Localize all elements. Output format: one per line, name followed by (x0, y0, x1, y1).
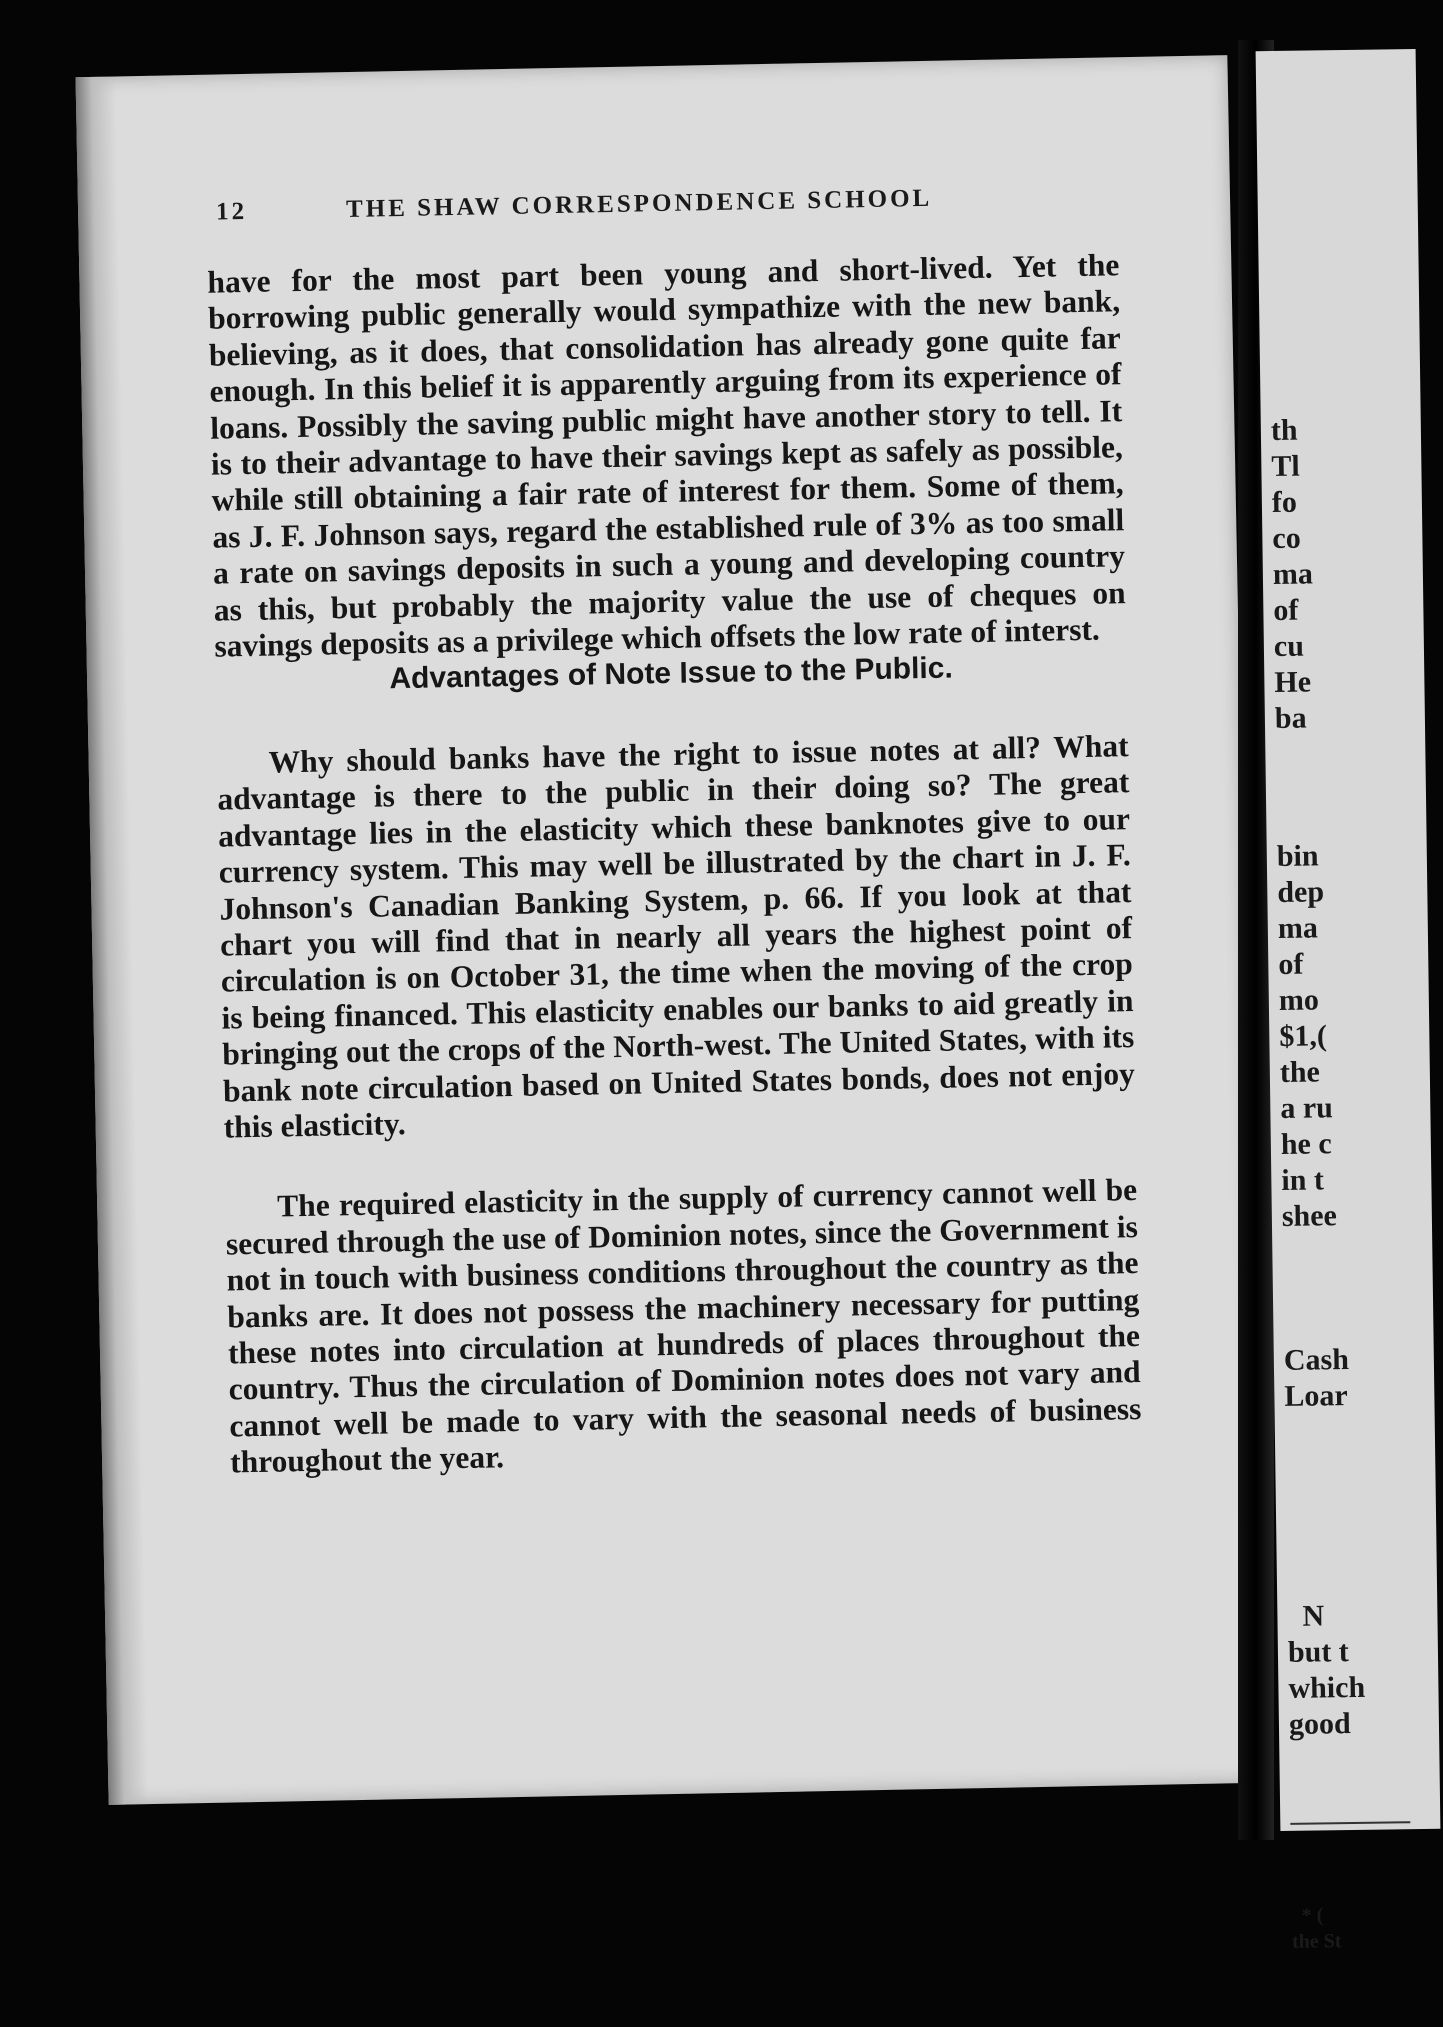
paragraph-1: have for the most part been young and short-lived. Yet the borrowing public generally would sympathize with the new bank, believing, as it does, that consolidation has already gone quite far enough. In this belief it is apparently arguing from its experience of loans. Possibly the saving public might have another story to tell. It is to their advantage to have their savings kept as safely as possible, while still obtaining a fair rate of interest for them. Some of them, as J. F. Johnson says, regard the established rule of 3% as too small a rate on savings deposits in such a young and developing country as this, but probably the majority value the use of cheques on savings deposits as a privilege which offsets the low rate of interst. (207, 247, 1126, 664)
right-block-2: bin dep ma of mo $1,( the a ru he c in t shee (1276, 839, 1338, 1233)
left-page (76, 55, 1261, 1805)
right-page-fragment (1256, 49, 1441, 1953)
running-head (216, 181, 1116, 226)
right-block-4: N but t which good (1287, 1599, 1366, 1741)
right-block-3: Cash Loar (1283, 1343, 1350, 1413)
paragraph-2: Why should banks have the right to issue notes at all? What advantage is there to the public in their doing so? The great advantage lies in the elasticity which these banknotes give to our currency system. This may well be illustrated by the chart in J. F. Johnson's Canadian Banking System, p. 66. If you look at that chart you will find that in nearly all years the highest point of circulation is on October 31, the time when the moving of the crop is being financed. This elasticity enables our banks to aid greatly in bringing out the crops of the North-west. The United States, with its bank note circulation based on United States bonds, does not enjoy this elasticity. (217, 728, 1136, 1145)
running-head-title: THE SHAW CORRESPONDENCE SCHOOL (345, 184, 933, 224)
page-number: 12 (215, 197, 248, 226)
right-footnote: * ( the St (1291, 1904, 1342, 1953)
right-page-text (1270, 339, 1414, 2027)
right-block-1: th Tl fo co ma of cu He ba (1270, 413, 1314, 735)
body-text (207, 247, 1142, 1481)
section-heading: Advantages of Note Issue to the Public. (389, 651, 954, 696)
paragraph-3: The required elasticity in the supply of currency cannot well be secured through the use of Dominion notes, since the Government is not in touch with business conditions throughout the country as the banks are. It does not possess the machinery necessary for putting these notes into circulation at hundreds of places throughout the country. Thus the circulation of Dominion notes does not vary and cannot well be made to vary with the seasonal needs of business throughout the year. (225, 1172, 1142, 1480)
footnote-rule (1290, 1821, 1410, 1825)
